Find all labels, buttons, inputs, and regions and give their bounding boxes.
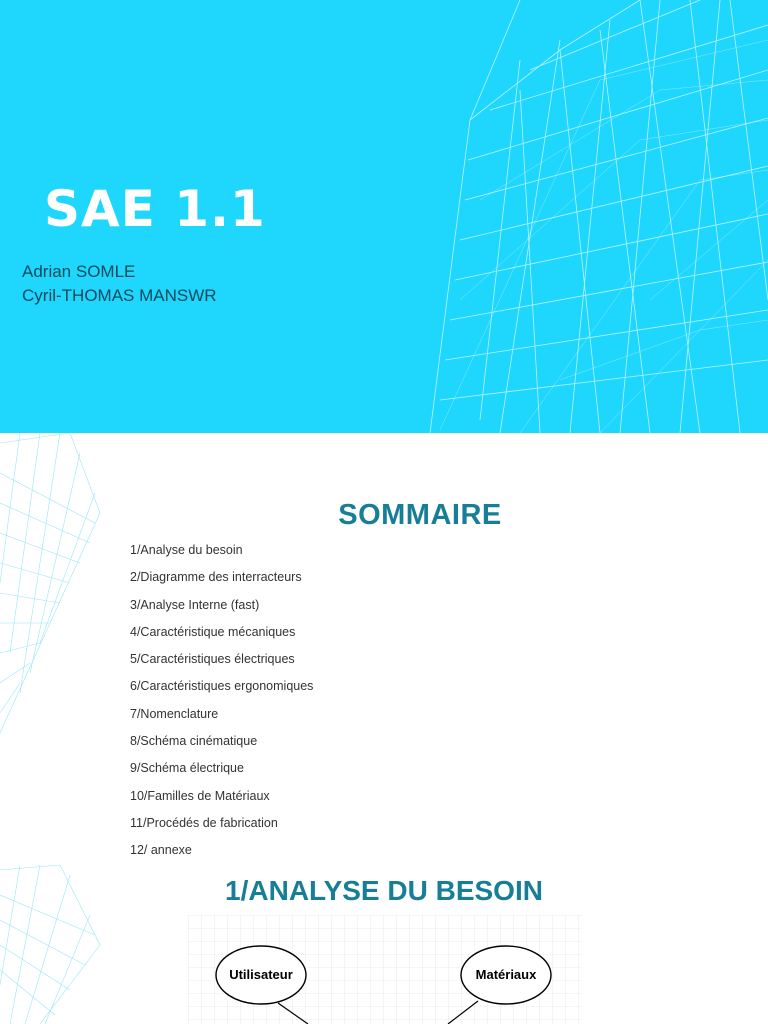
section-title: 1/ANALYSE DU BESOIN xyxy=(225,875,543,906)
summary-item: 11/Procédés de fabrication xyxy=(130,815,278,830)
summary-item: 6/Caractéristiques ergonomiques xyxy=(130,679,314,694)
node-utilisateur-label: Utilisateur xyxy=(229,967,293,982)
summary-item: 1/Analyse du besoin xyxy=(130,543,243,557)
presentation-title: SAE 1.1 xyxy=(44,180,266,238)
summary-item: 10/Familles de Matériaux xyxy=(130,788,270,803)
summary-item: 5/Caractéristiques électriques xyxy=(130,652,295,667)
needs-analysis-slide xyxy=(0,865,768,1024)
building-wireframe-art xyxy=(0,433,110,865)
summary-item: 9/Schéma électrique xyxy=(130,761,244,776)
author-list xyxy=(22,260,217,308)
summary-item: 8/Schéma cinématique xyxy=(130,734,258,749)
summary-item: 7/Nomenclature xyxy=(130,706,219,721)
node-materiaux-label: Matériaux xyxy=(475,967,537,982)
summary-item: 2/Diagramme des interracteurs xyxy=(130,570,302,585)
summary-item: 4/Caractéristique mécaniques xyxy=(130,624,296,639)
author-name: Cyril-THOMAS MANSWR xyxy=(22,286,217,305)
needs-diagram xyxy=(188,915,582,1024)
summary-item: 3/Analyse Interne (fast) xyxy=(130,597,260,612)
summary-item: 12/ annexe xyxy=(130,843,192,858)
cover-slide xyxy=(0,0,768,433)
summary-list xyxy=(130,540,313,865)
summary-slide xyxy=(0,433,768,865)
author-name: Adrian SOMLE xyxy=(22,262,136,281)
summary-title: SOMMAIRE xyxy=(338,499,502,531)
